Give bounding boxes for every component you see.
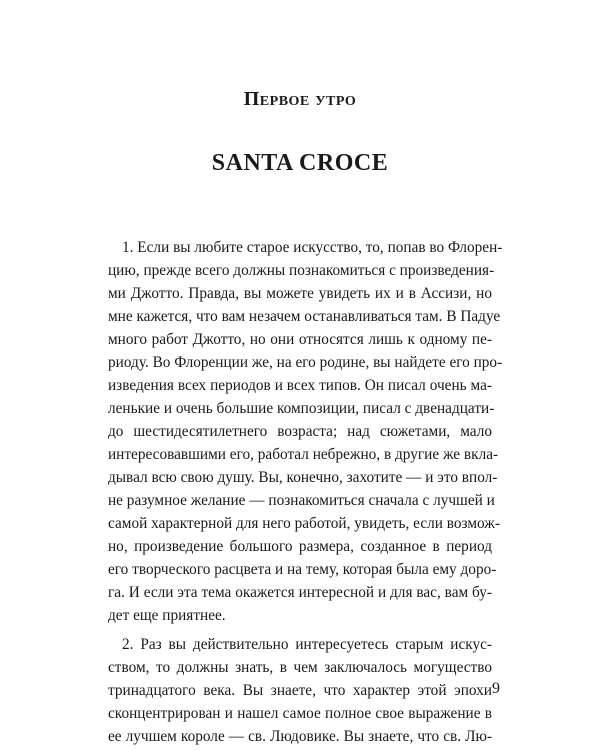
text-line: изведения всех периодов и всех типов. Он писал очень ма-: [108, 377, 492, 394]
text-line: не разумное желание — познакомиться сначала с лучшей и: [108, 492, 495, 509]
text-line: самой характерной для него работой, увидеть, если возмож-: [108, 515, 500, 532]
text-line: ми Джотто. Правда, вы можете увидеть их и в Ассизи, но: [108, 285, 492, 302]
body-text: [108, 236, 503, 748]
section-title: SANTA CROCE: [211, 150, 389, 176]
text-line: его творческого расцвета и на тему, которая была ему доро-: [108, 561, 497, 578]
text-line: га. И если эта тема окажется интересной и для вас, вам бу-: [108, 584, 492, 601]
text-line: мне кажется, что вам незачем останавливаться там. В Падуе: [108, 308, 501, 325]
text-line: 2. Раз вы действительно интересуетесь старым искус-: [122, 636, 492, 653]
text-line: дет еще приятнее.: [108, 607, 226, 624]
text-line: риоду. Во Флоренции же, на его родине, вы найдете его про-: [108, 354, 503, 371]
text-line: цию, прежде всего должны познакомиться с произведения-: [108, 262, 495, 279]
page-number: 9: [492, 680, 500, 697]
text-line: дывал всю свою душу. Вы, конечно, захотите — и это впол-: [108, 469, 498, 486]
chapter-title: Первое утро: [243, 88, 357, 110]
text-line: ленькие и очень большие композиции, писал с двенадцати-: [108, 400, 495, 417]
text-line: но, произведение большого размера, созданное в период: [108, 538, 492, 555]
text-line: много работ Джотто, но они относятся лишь к одному пе-: [108, 331, 492, 348]
text-line: ее лучшем короле — св. Людовике. Вы знаете, что св. Лю-: [108, 728, 492, 745]
text-line: 1. Если вы любите старое искусство, то, попав во Флорен-: [122, 239, 503, 256]
text-line: интересовавшими его, работал небрежно, в другие же вкла-: [108, 446, 499, 463]
text-line: ством, то должны знать, в чем заключалось могущество: [108, 659, 492, 676]
text-line: до шестидесятилетнего возраста; над сюжетами, мало: [108, 423, 492, 440]
text-line: сконцентрирован и нашел самое полное свое выражение в: [108, 705, 492, 722]
text-line: тринадцатого века. Вы знаете, что характер этой эпохи: [108, 682, 492, 699]
